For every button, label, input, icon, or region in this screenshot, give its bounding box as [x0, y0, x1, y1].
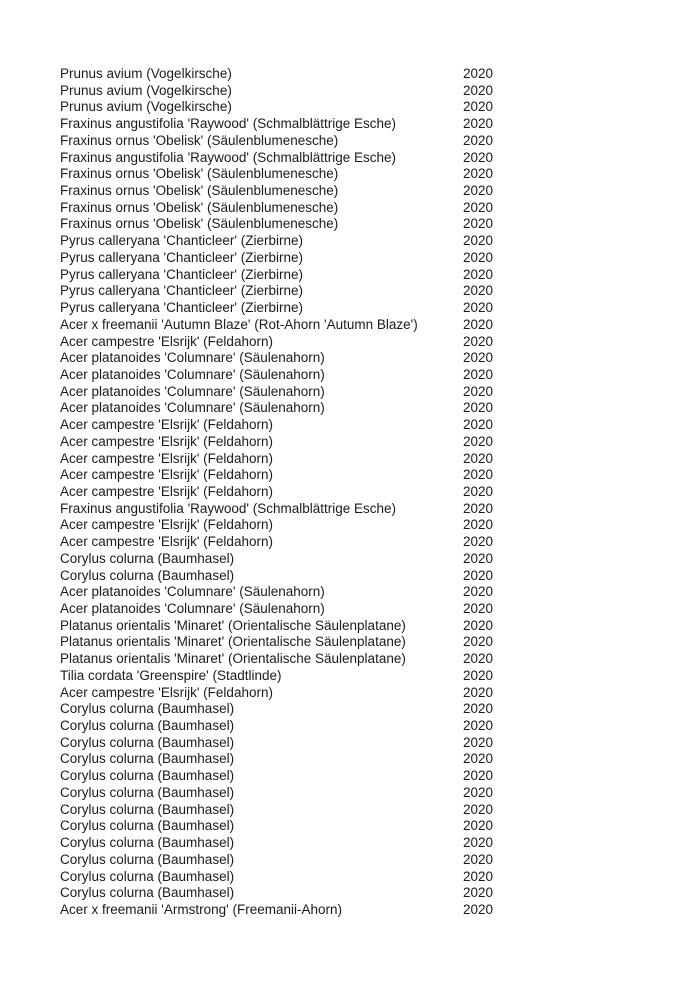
table-row: [60, 183, 660, 200]
tree-name: Acer campestre 'Elsrijk' (Feldahorn): [60, 450, 273, 466]
planting-year: 2020: [463, 433, 494, 449]
planting-year: 2020: [463, 801, 494, 817]
tree-name: Acer x freemanii 'Autumn Blaze' (Rot-Ahorn 'Autumn Blaze'): [60, 316, 418, 332]
planting-year: 2020: [463, 450, 494, 466]
planting-year: 2020: [463, 316, 494, 332]
table-row: [60, 451, 660, 468]
table-row: [60, 517, 660, 534]
tree-name: Pyrus calleryana 'Chanticleer' (Zierbirne): [60, 300, 303, 316]
planting-year: 2020: [463, 417, 494, 433]
tree-name: Fraxinus angustifolia 'Raywood' (Schmalblättrige Esche): [60, 116, 397, 132]
planting-year: 2020: [463, 233, 494, 249]
table-row: [60, 166, 660, 183]
planting-year: 2020: [463, 667, 494, 683]
planting-year: 2020: [463, 584, 494, 600]
planting-year: 2020: [463, 734, 494, 750]
planting-year: 2020: [463, 483, 494, 499]
planting-year: 2020: [463, 66, 494, 81]
tree-name: Acer campestre 'Elsrijk' (Feldahorn): [60, 517, 273, 533]
tree-name: Fraxinus ornus 'Obelisk' (Säulenblumenesche): [60, 166, 339, 182]
table-row: [60, 66, 660, 83]
table-row: [60, 768, 660, 785]
tree-name: Acer platanoides 'Columnare' (Säulenahorn): [60, 350, 325, 366]
table-row: [60, 400, 660, 417]
table-row: [60, 133, 660, 150]
table-row: [60, 852, 660, 869]
tree-name: Fraxinus ornus 'Obelisk' (Säulenblumenesche): [60, 183, 339, 199]
planting-year: 2020: [463, 82, 494, 98]
table-row: [60, 634, 660, 651]
tree-name: Corylus colurna (Baumhasel): [60, 567, 235, 583]
table-row: [60, 835, 660, 852]
planting-year: 2020: [463, 634, 494, 650]
planting-year: 2020: [463, 835, 494, 851]
tree-name: Corylus colurna (Baumhasel): [60, 818, 235, 834]
tree-name: Fraxinus ornus 'Obelisk' (Säulenblumenesche): [60, 132, 339, 148]
tree-name: Corylus colurna (Baumhasel): [60, 718, 235, 734]
tree-name: Platanus orientalis 'Minaret' (Orientalische Säulenplatane): [60, 617, 406, 633]
tree-name: Corylus colurna (Baumhasel): [60, 784, 235, 800]
tree-name: Acer platanoides 'Columnare' (Säulenahorn): [60, 584, 325, 600]
table-row: [60, 283, 660, 300]
tree-name: Corylus colurna (Baumhasel): [60, 801, 235, 817]
tree-name: Acer campestre 'Elsrijk' (Feldahorn): [60, 433, 273, 449]
table-row: [60, 651, 660, 668]
planting-year: 2020: [463, 132, 494, 148]
planting-year: 2020: [463, 567, 494, 583]
planting-year: 2020: [463, 283, 494, 299]
table-row: [60, 668, 660, 685]
tree-name: Platanus orientalis 'Minaret' (Orientalische Säulenplatane): [60, 634, 406, 650]
tree-name: Pyrus calleryana 'Chanticleer' (Zierbirne): [60, 283, 303, 299]
table-row: [60, 818, 660, 835]
planting-year: 2020: [463, 199, 494, 215]
table-row: [60, 300, 660, 317]
table-row: [60, 83, 660, 100]
tree-name: Corylus colurna (Baumhasel): [60, 550, 235, 566]
table-row: [60, 785, 660, 802]
planting-year: 2020: [463, 149, 494, 165]
table-row: [60, 501, 660, 518]
table-row: [60, 417, 660, 434]
planting-year: 2020: [463, 266, 494, 282]
planting-year: 2020: [463, 116, 494, 132]
tree-name: Acer platanoides 'Columnare' (Säulenahorn): [60, 366, 325, 382]
planting-year: 2020: [463, 701, 494, 717]
tree-name: Acer campestre 'Elsrijk' (Feldahorn): [60, 684, 273, 700]
tree-name: Acer platanoides 'Columnare' (Säulenahorn): [60, 601, 325, 616]
planting-year: 2020: [463, 350, 494, 366]
planting-year: 2020: [463, 383, 494, 399]
planting-year: 2020: [463, 718, 494, 734]
planting-year: 2020: [463, 684, 494, 700]
tree-name: Acer campestre 'Elsrijk' (Feldahorn): [60, 467, 273, 483]
tree-name: Pyrus calleryana 'Chanticleer' (Zierbirne): [60, 249, 303, 265]
planting-year: 2020: [463, 617, 494, 633]
tree-name: Acer campestre 'Elsrijk' (Feldahorn): [60, 534, 273, 550]
planting-year: 2020: [463, 868, 494, 884]
table-row: [60, 467, 660, 484]
planting-year: 2020: [463, 768, 494, 784]
tree-name: Corylus colurna (Baumhasel): [60, 701, 235, 717]
table-row: [60, 267, 660, 284]
table-row: [60, 869, 660, 886]
tree-name: Acer platanoides 'Columnare' (Säulenahorn): [60, 383, 325, 399]
table-row: [60, 250, 660, 267]
tree-name: Fraxinus angustifolia 'Raywood' (Schmalblättrige Esche): [60, 500, 397, 516]
tree-name: Fraxinus angustifolia 'Raywood' (Schmalblättrige Esche): [60, 149, 397, 165]
planting-year: 2020: [463, 366, 494, 382]
planting-year: 2020: [463, 751, 494, 767]
planting-year: 2020: [463, 517, 494, 533]
table-row: [60, 384, 660, 401]
tree-name: Prunus avium (Vogelkirsche): [60, 99, 232, 115]
tree-name: Corylus colurna (Baumhasel): [60, 751, 235, 767]
planting-year: 2020: [463, 500, 494, 516]
table-row: [60, 216, 660, 233]
planting-year: 2020: [463, 249, 494, 265]
table-row: [60, 150, 660, 167]
planting-year: 2020: [463, 901, 494, 917]
tree-name: Corylus colurna (Baumhasel): [60, 768, 235, 784]
planting-year: 2020: [463, 550, 494, 566]
planting-year: 2020: [463, 166, 494, 182]
tree-name: Acer campestre 'Elsrijk' (Feldahorn): [60, 417, 273, 433]
table-row: [60, 551, 660, 568]
planting-year: 2020: [463, 300, 494, 316]
table-row: [60, 701, 660, 718]
table-row: [60, 802, 660, 819]
tree-name: Corylus colurna (Baumhasel): [60, 835, 235, 851]
planting-year: 2020: [463, 885, 494, 901]
table-row: [60, 534, 660, 551]
table-row: [60, 885, 660, 902]
table-row: [60, 350, 660, 367]
planting-year: 2020: [463, 601, 494, 616]
tree-name: Corylus colurna (Baumhasel): [60, 885, 235, 901]
planting-year: 2020: [463, 99, 494, 115]
tree-name: Fraxinus ornus 'Obelisk' (Säulenblumenesche): [60, 216, 339, 232]
tree-name: Prunus avium (Vogelkirsche): [60, 66, 232, 81]
table-row: [60, 618, 660, 635]
planting-year: 2020: [463, 784, 494, 800]
tree-name: Acer x freemanii 'Armstrong' (Freemanii-Ahorn): [60, 901, 342, 917]
planting-year: 2020: [463, 818, 494, 834]
table-row: [60, 718, 660, 735]
table-row: [60, 116, 660, 133]
planting-year: 2020: [463, 333, 494, 349]
table-row: [60, 601, 660, 618]
tree-name: Corylus colurna (Baumhasel): [60, 868, 235, 884]
table-row: [60, 584, 660, 601]
tree-name: Pyrus calleryana 'Chanticleer' (Zierbirne): [60, 233, 303, 249]
table-row: [60, 99, 660, 116]
tree-name: Prunus avium (Vogelkirsche): [60, 82, 232, 98]
planting-year: 2020: [463, 183, 494, 199]
tree-name: Acer campestre 'Elsrijk' (Feldahorn): [60, 333, 273, 349]
table-row: [60, 233, 660, 250]
tree-name: Pyrus calleryana 'Chanticleer' (Zierbirne): [60, 266, 303, 282]
planting-year: 2020: [463, 467, 494, 483]
table-row: [60, 735, 660, 752]
planting-year: 2020: [463, 400, 494, 416]
table-row: [60, 751, 660, 768]
tree-name: Tilia cordata 'Greenspire' (Stadtlinde): [60, 667, 282, 683]
planting-year: 2020: [463, 534, 494, 550]
planting-year: 2020: [463, 216, 494, 232]
table-row: [60, 334, 660, 351]
tree-name: Corylus colurna (Baumhasel): [60, 851, 235, 867]
tree-list: [60, 66, 660, 919]
table-row: [60, 367, 660, 384]
tree-name: Acer platanoides 'Columnare' (Säulenahorn): [60, 400, 325, 416]
planting-year: 2020: [463, 651, 494, 667]
table-row: [60, 685, 660, 702]
table-row: [60, 484, 660, 501]
table-row: [60, 568, 660, 585]
tree-name: Platanus orientalis 'Minaret' (Orientalische Säulenplatane): [60, 651, 406, 667]
tree-name: Acer campestre 'Elsrijk' (Feldahorn): [60, 483, 273, 499]
table-row: [60, 902, 660, 919]
table-row: [60, 200, 660, 217]
planting-year: 2020: [463, 851, 494, 867]
table-row: [60, 434, 660, 451]
tree-name: Fraxinus ornus 'Obelisk' (Säulenblumenesche): [60, 199, 339, 215]
tree-name: Corylus colurna (Baumhasel): [60, 734, 235, 750]
table-row: [60, 317, 660, 334]
